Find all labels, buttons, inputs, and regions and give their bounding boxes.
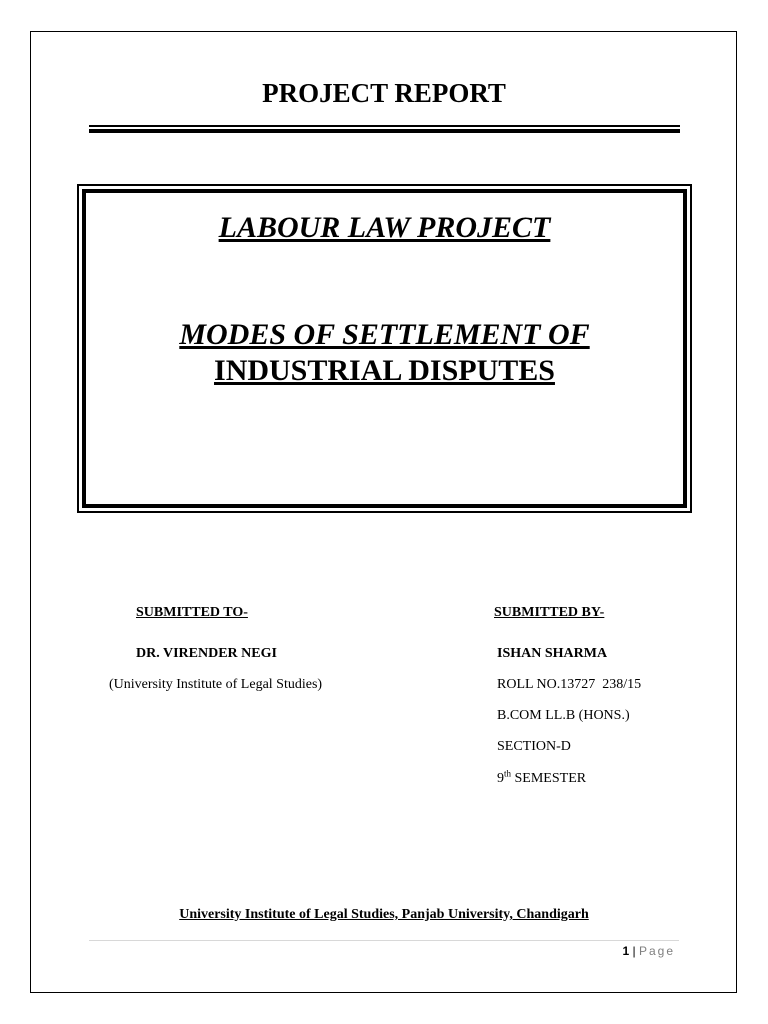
report-title: PROJECT REPORT — [262, 78, 506, 108]
submitted-by-section-value: SECTION-D — [497, 739, 571, 754]
title-box-inner — [82, 189, 687, 508]
page-number-separator: | — [629, 944, 639, 958]
page-number-value: 1 — [622, 944, 630, 958]
submitted-by-heading: SUBMITTED BY- — [494, 605, 605, 620]
semester-word: SEMESTER — [511, 771, 587, 786]
project-topic — [86, 317, 683, 389]
page-number — [622, 944, 675, 959]
project-topic-line1: MODES OF SETTLEMENT OF — [179, 318, 590, 351]
submitted-to-institute: (University Institute of Legal Studies) — [109, 677, 323, 692]
title-rule — [89, 125, 680, 133]
footer-institute: University Institute of Legal Studies, Panjab University, Chandigarh — [179, 907, 589, 922]
submitted-to-heading: SUBMITTED TO- — [136, 605, 248, 620]
semester-number: 9 — [497, 771, 504, 786]
submitted-to-name: DR. VIRENDER NEGI — [136, 646, 277, 661]
page-number-word: Page — [638, 944, 675, 958]
project-heading: LABOUR LAW PROJECT — [218, 211, 551, 244]
submitted-by-roll: ROLL NO.13727 238/15 — [497, 677, 642, 692]
submitted-by-name: ISHAN SHARMA — [497, 646, 608, 661]
title-box — [77, 184, 692, 513]
submitted-by-semester — [497, 770, 586, 787]
submitted-by-course: B.COM LL.B (HONS.) — [497, 708, 630, 723]
semester-suffix: th — [504, 768, 512, 779]
footer-rule — [89, 940, 679, 941]
project-topic-line2: INDUSTRIAL DISPUTES — [214, 354, 555, 387]
